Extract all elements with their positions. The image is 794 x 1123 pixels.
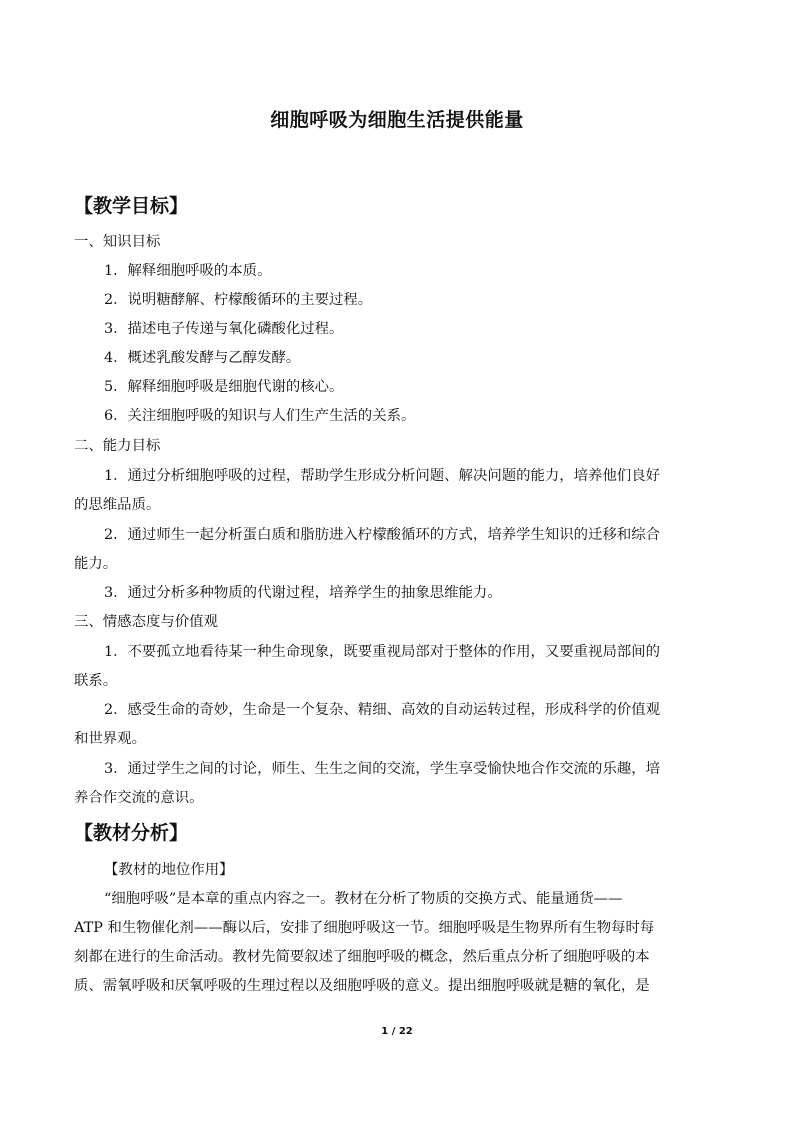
subsection-heading-ability: 二、能力目标 xyxy=(74,438,161,454)
attitude-item-line: 联系。 xyxy=(74,673,118,689)
ability-item-line: 能力。 xyxy=(74,556,118,572)
material-paragraph-line: 刻都在进行的生命活动。教材先简要叙述了细胞呼吸的概念，然后重点分析了细胞呼吸的本 xyxy=(74,949,650,965)
knowledge-item: 3．描述电子传递与氧化磷酸化过程。 xyxy=(104,321,344,337)
page-title: 细胞呼吸为细胞生活提供能量 xyxy=(270,109,524,131)
knowledge-item: 5．解释细胞呼吸是细胞代谢的核心。 xyxy=(104,379,344,395)
material-paragraph-line: “细胞呼吸”是本章的重点内容之一。教材在分析了物质的交换方式、能量通货—— xyxy=(104,891,623,907)
ability-item-line: 1．通过分析细胞呼吸的过程，帮助学生形成分析问题、解决问题的能力，培养他们良好 xyxy=(104,468,661,484)
ability-item-line: 3．通过分析多种物质的代谢过程，培养学生的抽象思维能力。 xyxy=(104,585,502,601)
attitude-item-line: 和世界观。 xyxy=(74,731,146,747)
material-paragraph-line: 质、需氧呼吸和厌氧呼吸的生理过程以及细胞呼吸的意义。提出细胞呼吸就是糖的氧化，是 xyxy=(74,978,650,994)
subsection-heading-knowledge: 一、知识目标 xyxy=(74,234,161,250)
page-number: 1 / 22 xyxy=(381,1026,413,1037)
section-heading-teaching-goals: 【教学目标】 xyxy=(74,195,189,217)
attitude-item-line: 2．感受生命的奇妙，生命是一个复杂、精细、高效的自动运转过程，形成科学的价值观 xyxy=(104,702,661,718)
ability-item-line: 2．通过师生一起分析蛋白质和脂肪进入柠檬酸循环的方式，培养学生知识的迁移和综合 xyxy=(104,527,661,543)
material-paragraph-line: ATP 和生物催化剂——酶以后，安排了细胞呼吸这一节。细胞呼吸是生物界所有生物每时每 xyxy=(74,920,655,936)
attitude-item-line: 3．通过学生之间的讨论，师生、生生之间的交流，学生享受愉快地合作交流的乐趣，培 xyxy=(104,761,661,777)
attitude-item-line: 养合作交流的意识。 xyxy=(74,790,204,806)
material-subheading: 【教材的地位作用】 xyxy=(104,862,234,878)
attitude-item-line: 1．不要孤立地看待某一种生命现象，既要重视局部对于整体的作用，又要重视局部间的 xyxy=(104,644,661,660)
subsection-heading-attitude: 三、情感态度与价值观 xyxy=(74,614,218,630)
knowledge-item: 6．关注细胞呼吸的知识与人们生产生活的关系。 xyxy=(104,408,416,424)
knowledge-item: 4．概述乳酸发酵与乙醇发酵。 xyxy=(104,350,301,366)
knowledge-item: 1．解释细胞呼吸的本质。 xyxy=(104,263,272,279)
knowledge-item: 2．说明糖酵解、柠檬酸循环的主要过程。 xyxy=(104,292,373,308)
ability-item-line: 的思维品质。 xyxy=(74,497,161,513)
section-heading-material-analysis: 【教材分析】 xyxy=(74,822,189,844)
